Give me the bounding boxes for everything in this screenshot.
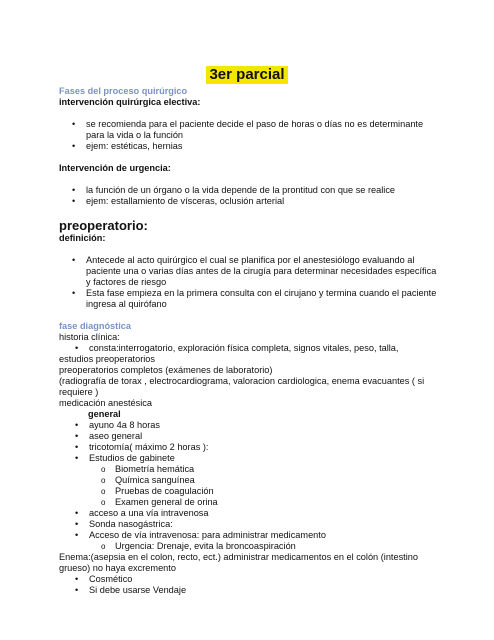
final-list (59, 574, 439, 596)
urgent-list (59, 185, 439, 207)
diag-heading: fase diagnóstica (59, 321, 131, 331)
text-line: medicación anestésica (59, 398, 152, 408)
list-item: • ejem: estéticas, hernias (59, 141, 439, 152)
definition-label: definición: (59, 233, 106, 243)
clinical-history-label: historia clínica: (59, 332, 120, 342)
list-item: • se recomienda para el paciente decide el paso de horas o días no es determinante para la vida o la función (59, 119, 439, 141)
list-item: • la función de un órgano o la vida depende de la prontitud con que se realice (59, 185, 439, 196)
list-item: • ejem: estallamiento de vísceras, oclusión arterial (59, 196, 439, 207)
page-title: 3er parcial (206, 66, 287, 84)
list-item: o Examen general de orina (59, 497, 439, 508)
more-list (59, 508, 439, 541)
list-item: • Acceso de vía intravenosa: para administrar medicamento (59, 530, 439, 541)
section-heading-phases: Fases del proceso quirúrgico (59, 86, 188, 96)
text-line: (radiografía de torax , electrocardiograma, valoracion cardiologica, enema evacuantes ( si requiere ) (59, 376, 425, 397)
list-item: • ayuno 4a 8 horas (59, 420, 439, 431)
urgent-label: Intervención de urgencia: (59, 163, 171, 173)
general-list (59, 420, 439, 464)
list-item: • Esta fase empieza en la primera consulta con el cirujano y termina cuando el paciente ingresa al quirófano (59, 288, 439, 310)
consult-list (59, 343, 439, 354)
list-item: • aseo general (59, 431, 439, 442)
list-item: o Pruebas de coagulación (59, 486, 439, 497)
gabinete-list (59, 464, 439, 508)
list-item: • Estudios de gabinete (59, 453, 439, 464)
title-wrap (0, 66, 494, 84)
document-content (59, 86, 439, 596)
urgency-sub-list (59, 541, 439, 552)
preop-heading: preoperatorio: (59, 218, 148, 233)
list-item: • acceso a una vía intravenosa (59, 508, 439, 519)
list-item: • Antecede al acto quirúrgico el cual se planifica por el anestesiólogo evaluando al paciente una o varias días antes de la cirugía para determinar necesidades específica y factores de riesgo (59, 255, 439, 288)
preop-list (59, 255, 439, 310)
list-item: o Química sanguínea (59, 475, 439, 486)
text-line: preoperatorios completos (exámenes de laboratorio) (59, 365, 273, 375)
list-item: • tricotomía( máximo 2 horas ): (59, 442, 439, 453)
list-item: • Cosmético (59, 574, 439, 585)
enema-line: Enema:(asepsia en el colon, recto, ect.) administrar medicamentos en el colón (intestino grueso) no haya excremento (59, 552, 418, 573)
list-item: • Sonda nasogástrica: (59, 519, 439, 530)
general-label: general (88, 409, 121, 419)
elective-label: intervención quirúrgica electiva: (59, 97, 201, 107)
elective-list (59, 119, 439, 152)
text-line: estudios preoperatorios (59, 354, 156, 364)
list-item: o Biometría hemática (59, 464, 439, 475)
list-item: • Si debe usarse Vendaje (59, 585, 439, 596)
list-item: • consta:interrogatorio, exploración física completa, signos vitales, peso, talla, (59, 343, 439, 354)
list-item: o Urgencia: Drenaje, evita la broncoaspiración (59, 541, 439, 552)
